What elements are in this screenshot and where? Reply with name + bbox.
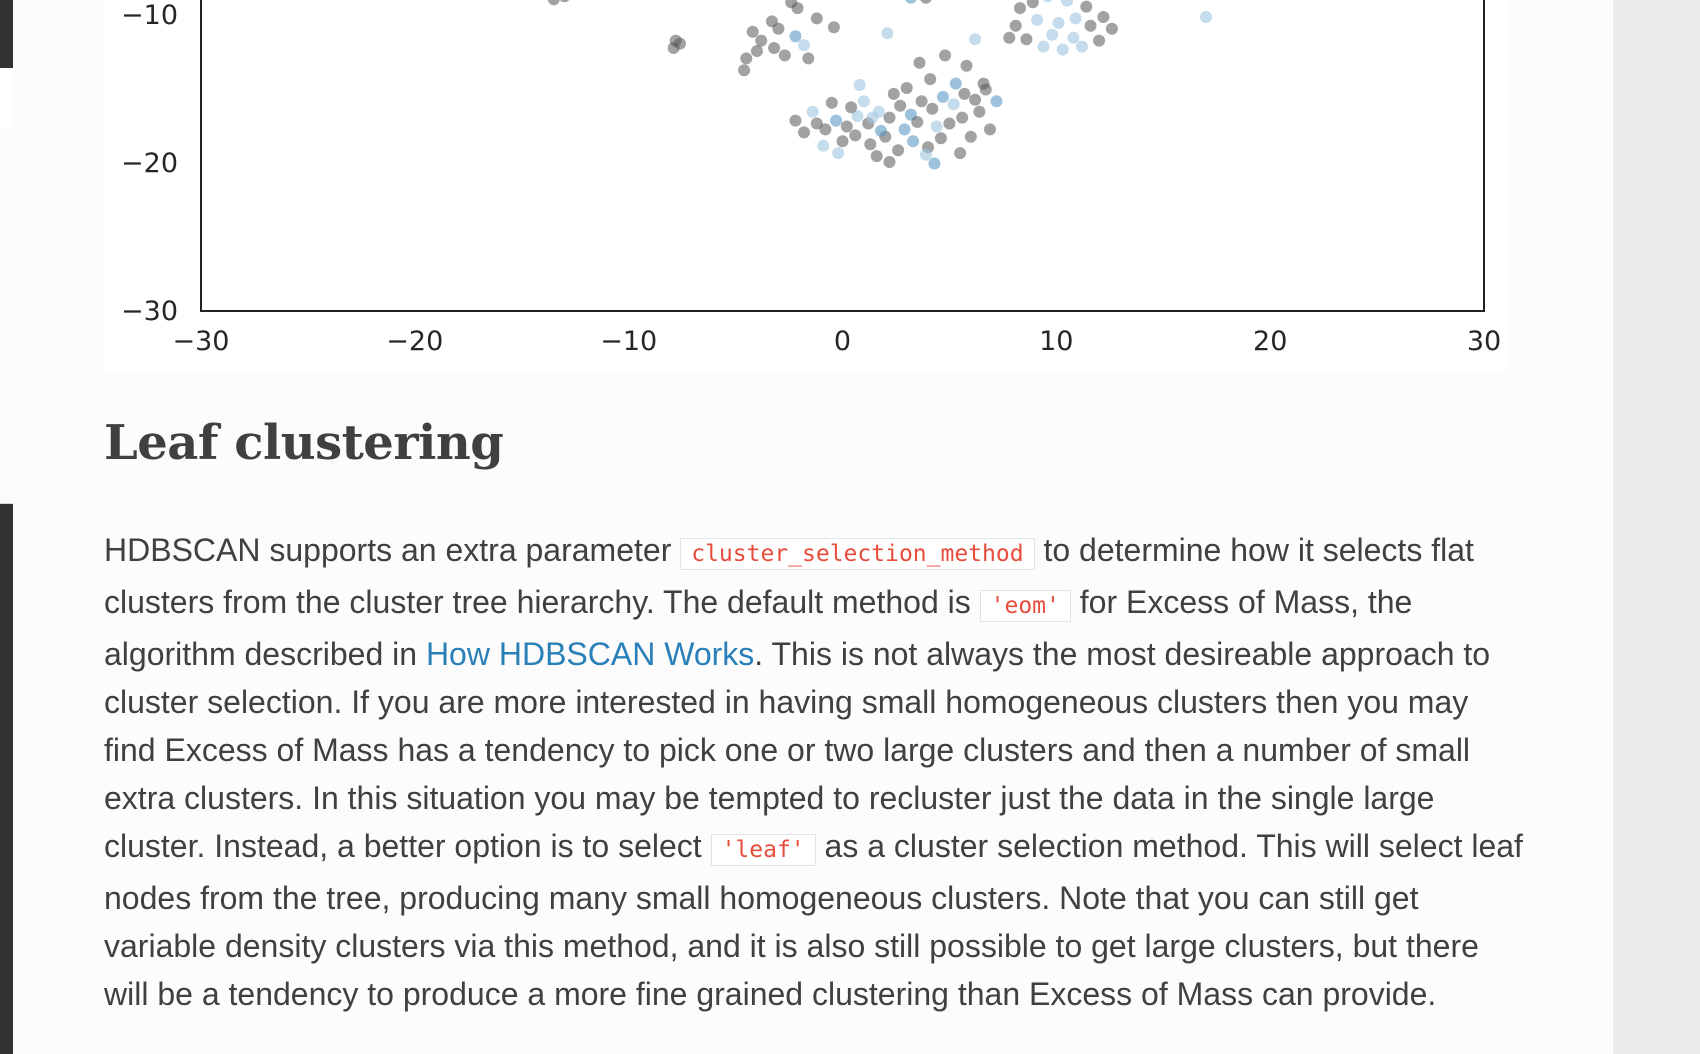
data-point xyxy=(969,94,981,106)
y-tick-label: −10 xyxy=(121,0,178,31)
x-tick-label: 10 xyxy=(1039,326,1074,357)
data-point xyxy=(905,0,917,4)
data-point xyxy=(920,149,932,161)
data-point xyxy=(924,73,936,85)
data-point xyxy=(901,82,913,94)
sidebar-edge-highlight xyxy=(0,68,13,128)
data-point xyxy=(864,138,876,150)
link-how-hdbscan-works[interactable]: How HDBSCAN Works xyxy=(425,636,755,672)
data-point xyxy=(956,112,968,124)
data-point xyxy=(948,98,960,110)
data-point xyxy=(798,39,810,51)
paragraph-text: for Excess of Mass, the algorithm described in xyxy=(104,584,1413,672)
data-point xyxy=(894,100,906,112)
data-point xyxy=(772,23,784,35)
sidebar-edge-panel xyxy=(0,68,13,504)
data-point xyxy=(911,116,923,128)
data-point xyxy=(937,91,949,103)
paragraph-text: . This is not always the most desireable approach to cluster selection. If you are more interested in having small homogeneous clusters then you may find Excess of Mass has a tendency to pick one or two large clusters and then a number of small extra clusters. In this situation you may be tempted to recluster just the data in the single large cluster. Instead, a better option is to select xyxy=(104,636,1491,864)
y-tick-label: −30 xyxy=(121,296,178,327)
paragraph-text: HDBSCAN supports an extra parameter xyxy=(104,532,681,568)
x-axis-ticks xyxy=(173,326,1502,357)
data-point xyxy=(961,60,973,72)
y-axis-ticks xyxy=(121,0,178,327)
data-point xyxy=(907,135,919,147)
data-point xyxy=(888,88,900,100)
x-tick-label: 0 xyxy=(833,326,852,357)
data-point xyxy=(768,42,780,54)
x-tick-label: −20 xyxy=(386,326,444,357)
data-point xyxy=(991,95,1003,107)
data-point xyxy=(798,126,810,138)
data-point xyxy=(1097,11,1109,23)
data-point xyxy=(884,112,896,124)
data-point xyxy=(965,131,977,143)
data-point xyxy=(1031,14,1043,26)
data-point xyxy=(1061,0,1073,7)
data-point xyxy=(984,123,996,135)
data-point xyxy=(790,115,802,127)
data-point xyxy=(969,33,981,45)
data-point xyxy=(811,12,823,24)
x-tick-label: −10 xyxy=(600,326,658,357)
inline-code-eom: 'eom' xyxy=(980,590,1071,622)
data-point xyxy=(881,27,893,39)
inline-code-leaf: 'leaf' xyxy=(711,834,816,866)
data-point xyxy=(830,115,842,127)
scatter-plot-figure xyxy=(104,0,1508,370)
data-point xyxy=(832,147,844,159)
data-point xyxy=(828,21,840,33)
data-point xyxy=(1046,29,1058,41)
data-point xyxy=(826,97,838,109)
data-point xyxy=(1020,33,1032,45)
data-point xyxy=(1076,41,1088,53)
data-point xyxy=(559,0,571,2)
data-point xyxy=(1070,12,1082,24)
right-gutter xyxy=(1613,0,1700,1054)
data-point xyxy=(884,156,896,168)
sidebar-edge xyxy=(0,0,13,1054)
data-point xyxy=(875,125,887,137)
data-point xyxy=(871,150,883,162)
data-points xyxy=(548,0,1212,170)
paragraph-text: to determine how it selects flat clusters from the cluster tree hierarchy. The default method is xyxy=(104,532,1474,620)
data-point xyxy=(978,78,990,90)
data-point xyxy=(845,101,857,113)
data-point xyxy=(738,64,750,76)
data-point xyxy=(926,103,938,115)
section-heading: Leaf clustering xyxy=(104,415,504,471)
data-point xyxy=(751,45,763,57)
paragraph-text: as a cluster selection method. This will select leaf nodes from the tree, producing many small homogeneous clusters. Note that you can still get variable density clusters via this method, and it is also still possible to get large clusters, but there will be a tendency to produce a more fine grained clustering than Excess of Mass can provide. xyxy=(104,828,1523,1012)
data-point xyxy=(943,118,955,130)
data-point xyxy=(1014,2,1026,14)
data-point xyxy=(1067,32,1079,44)
y-tick-label: −20 xyxy=(121,148,178,179)
x-tick-label: −30 xyxy=(172,326,230,357)
x-tick-label: 30 xyxy=(1466,326,1502,357)
data-point xyxy=(973,106,985,118)
data-point xyxy=(817,140,829,152)
data-point xyxy=(668,42,680,54)
data-point xyxy=(935,132,947,144)
data-point xyxy=(841,121,853,133)
data-point xyxy=(920,0,932,4)
data-point xyxy=(931,121,943,133)
data-point xyxy=(792,2,804,14)
data-point xyxy=(802,52,814,64)
data-point xyxy=(1106,23,1118,35)
data-point xyxy=(1057,44,1069,56)
data-point xyxy=(899,123,911,135)
data-point xyxy=(755,35,767,47)
data-point xyxy=(950,78,962,90)
data-point xyxy=(1200,11,1212,23)
data-point xyxy=(1038,41,1050,53)
data-point xyxy=(939,49,951,61)
data-point xyxy=(849,129,861,141)
data-point xyxy=(1085,20,1097,32)
data-point xyxy=(954,147,966,159)
data-point xyxy=(779,49,791,61)
section-paragraph xyxy=(104,526,1524,1018)
data-point xyxy=(1093,35,1105,47)
data-point xyxy=(740,52,752,64)
data-point xyxy=(790,30,802,42)
data-point xyxy=(958,88,970,100)
x-tick-label: 20 xyxy=(1253,326,1288,357)
data-point xyxy=(1003,32,1015,44)
data-point xyxy=(747,26,759,38)
data-point xyxy=(1010,20,1022,32)
data-point xyxy=(892,144,904,156)
data-point xyxy=(1053,17,1065,29)
data-point xyxy=(548,0,560,5)
data-point xyxy=(807,106,819,118)
data-point xyxy=(866,112,878,124)
data-point xyxy=(858,95,870,107)
data-point xyxy=(811,118,823,130)
data-point xyxy=(914,57,926,69)
data-point xyxy=(837,135,849,147)
data-point xyxy=(854,79,866,91)
data-point xyxy=(916,95,928,107)
data-point xyxy=(1080,1,1092,13)
data-point xyxy=(1042,0,1054,2)
data-point xyxy=(928,158,940,170)
data-point xyxy=(1027,0,1039,8)
inline-code-cluster-selection-method: cluster_selection_method xyxy=(680,538,1034,570)
scatter-plot xyxy=(104,0,1508,370)
